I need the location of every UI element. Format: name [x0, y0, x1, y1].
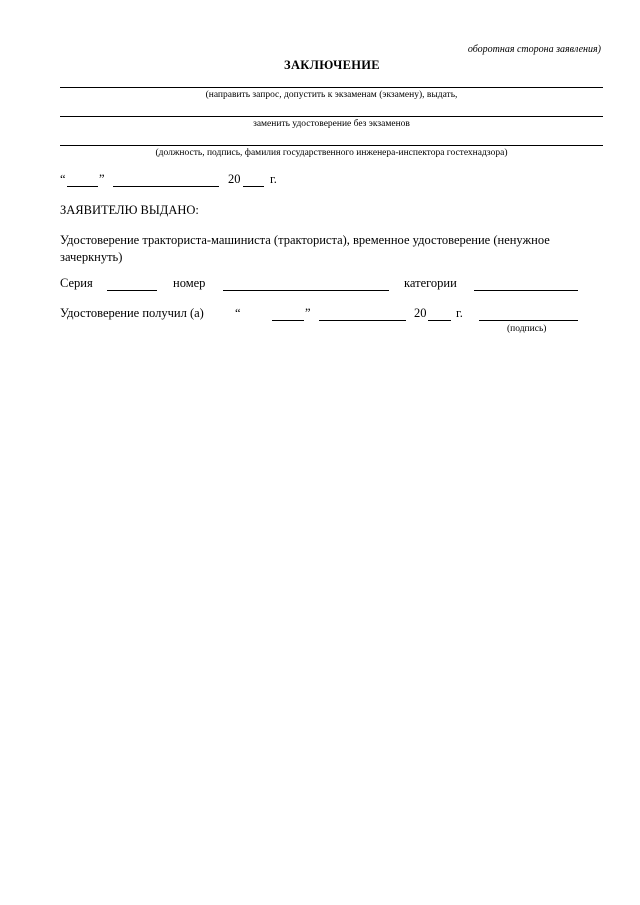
received-day-field[interactable]	[272, 320, 304, 321]
issued-heading: ЗАЯВИТЕЛЮ ВЫДАНО:	[60, 203, 199, 217]
inspector-caption: (должность, подпись, фамилия государственного инженера-инспектора гостехнадзора)	[155, 148, 508, 158]
received-label: Удостоверение получил (а)	[60, 306, 204, 320]
date-open-quote: “	[60, 172, 66, 186]
signature-field[interactable]	[479, 320, 578, 321]
conclusion-caption-2: заменить удостоверение без экзаменов	[253, 119, 410, 129]
date-year-suffix: г.	[270, 172, 277, 186]
received-year-suffix: г.	[456, 306, 463, 320]
received-year-prefix: 20	[414, 306, 427, 320]
reverse-side-note: оборотная сторона заявления)	[467, 44, 601, 55]
category-field[interactable]	[474, 290, 578, 291]
date-month-field[interactable]	[113, 186, 219, 187]
series-label: Серия	[60, 276, 93, 290]
received-month-field[interactable]	[319, 320, 406, 321]
date-close-quote: ”	[99, 172, 105, 186]
series-field[interactable]	[107, 290, 157, 291]
inspector-line[interactable]	[60, 145, 603, 146]
number-label: номер	[173, 276, 206, 290]
date-year-prefix: 20	[228, 172, 241, 186]
category-label: категории	[404, 276, 457, 290]
signature-caption: (подпись)	[507, 324, 547, 334]
received-year-field[interactable]	[428, 320, 451, 321]
issued-description: Удостоверение тракториста-машиниста (тракториста), временное удостоверение (ненужное зачеркнуть)	[60, 233, 550, 264]
conclusion-title: ЗАКЛЮЧЕНИЕ	[284, 58, 380, 72]
date-year-field[interactable]	[243, 186, 264, 187]
conclusion-line-2[interactable]	[60, 116, 603, 117]
received-close-quote: ”	[305, 306, 311, 320]
number-field[interactable]	[223, 290, 389, 291]
conclusion-caption-1: (направить запрос, допустить к экзаменам (экзамену), выдать,	[205, 90, 458, 100]
conclusion-line-1[interactable]	[60, 87, 603, 88]
received-open-quote: “	[235, 306, 241, 320]
date-day-field[interactable]	[67, 186, 98, 187]
